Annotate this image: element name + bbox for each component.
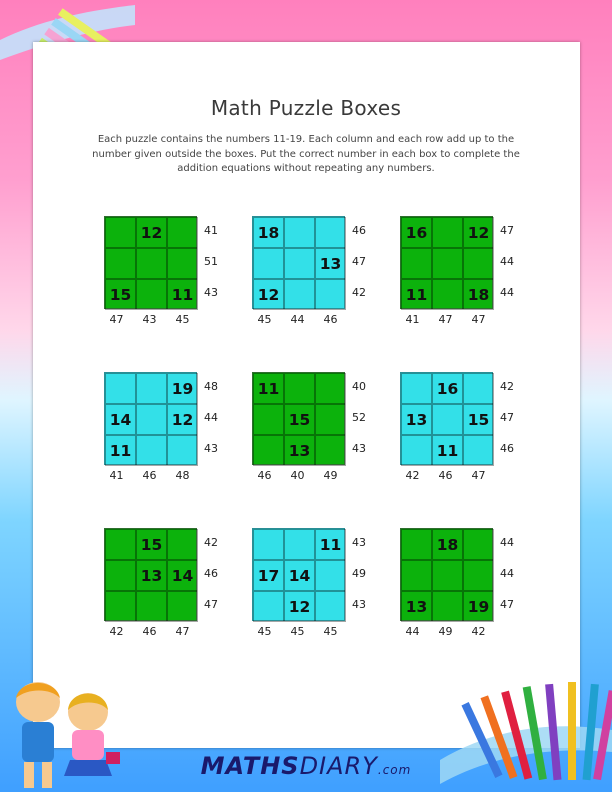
page-title: Math Puzzle Boxes: [210, 96, 402, 120]
column-sums: [100, 313, 208, 326]
column-sums: [396, 469, 504, 482]
puzzle-box: [252, 528, 392, 650]
row-sum: 43: [352, 442, 366, 455]
row-sum: 47: [352, 255, 366, 268]
puzzle-grid: [400, 216, 493, 309]
puzzle-cell[interactable]: 12: [463, 217, 494, 248]
puzzle-cell[interactable]: 18: [253, 217, 284, 248]
puzzle-cell[interactable]: 14: [105, 404, 136, 435]
puzzle-cell[interactable]: [315, 217, 346, 248]
puzzle-cell[interactable]: [167, 529, 198, 560]
row-sum: 48: [204, 380, 218, 393]
puzzle-cell[interactable]: 15: [105, 279, 136, 310]
column-sum: 47: [438, 313, 453, 326]
puzzle-cell[interactable]: [105, 217, 136, 248]
column-sum: 46: [142, 469, 157, 482]
puzzle-cell[interactable]: [253, 591, 284, 622]
row-sum: 51: [204, 255, 218, 268]
puzzle-box: [104, 372, 244, 494]
column-sums: [396, 313, 504, 326]
column-sum: 46: [142, 625, 157, 638]
column-sum: 47: [471, 313, 486, 326]
puzzle-cell[interactable]: [136, 248, 167, 279]
row-sum: 46: [500, 442, 514, 455]
row-sum: 41: [204, 224, 218, 237]
puzzle-cell[interactable]: [284, 279, 315, 310]
puzzle-cell[interactable]: [463, 248, 494, 279]
column-sum: 42: [109, 625, 124, 638]
puzzle-cell[interactable]: [105, 591, 136, 622]
column-sums: [100, 469, 208, 482]
puzzle-cell[interactable]: 15: [284, 404, 315, 435]
puzzle-cell[interactable]: 16: [401, 217, 432, 248]
row-sum: 47: [500, 411, 514, 424]
puzzle-cell[interactable]: [284, 248, 315, 279]
row-sum: 44: [204, 411, 218, 424]
puzzle-cell[interactable]: 15: [136, 529, 167, 560]
puzzle-cell[interactable]: [253, 404, 284, 435]
puzzle-cell[interactable]: [463, 529, 494, 560]
puzzle-cell[interactable]: [401, 529, 432, 560]
puzzle-cell[interactable]: 14: [284, 560, 315, 591]
puzzle-cell[interactable]: 11: [432, 435, 463, 466]
puzzle-box: [400, 216, 540, 338]
row-sum: 42: [204, 536, 218, 549]
puzzle-grid: [252, 216, 345, 309]
row-sum: 44: [500, 255, 514, 268]
row-sum: 52: [352, 411, 366, 424]
puzzle-cell[interactable]: 12: [136, 217, 167, 248]
column-sum: 42: [405, 469, 420, 482]
puzzle-cell[interactable]: [463, 435, 494, 466]
row-sum: 46: [204, 567, 218, 580]
puzzle-cell[interactable]: [315, 279, 346, 310]
puzzle-cell[interactable]: [284, 217, 315, 248]
mathsdiary-logo: [0, 752, 612, 780]
puzzle-cell[interactable]: 11: [401, 279, 432, 310]
puzzle-cell[interactable]: 13: [401, 404, 432, 435]
puzzle-box: [252, 372, 392, 494]
puzzle-cell[interactable]: [432, 560, 463, 591]
puzzle-cell[interactable]: [105, 529, 136, 560]
puzzle-box: [252, 216, 392, 338]
row-sum: 47: [500, 598, 514, 611]
puzzle-cell[interactable]: 12: [284, 591, 315, 622]
puzzle-cell[interactable]: [167, 217, 198, 248]
puzzle-cell[interactable]: 18: [432, 529, 463, 560]
puzzle-cell[interactable]: 13: [136, 560, 167, 591]
puzzle-grid: [104, 216, 197, 309]
column-sum: 46: [257, 469, 272, 482]
puzzle-cell[interactable]: 12: [253, 279, 284, 310]
puzzle-cell[interactable]: [105, 248, 136, 279]
column-sum: 46: [323, 313, 338, 326]
puzzle-cell[interactable]: [463, 373, 494, 404]
column-sums: [248, 313, 356, 326]
column-sum: 41: [405, 313, 420, 326]
column-sum: 45: [175, 313, 190, 326]
puzzle-cell[interactable]: [167, 591, 198, 622]
puzzle-cell[interactable]: 11: [167, 279, 198, 310]
puzzle-cell[interactable]: [432, 279, 463, 310]
puzzle-grid: [252, 372, 345, 465]
puzzle-cell[interactable]: 17: [253, 560, 284, 591]
puzzle-cell[interactable]: [401, 373, 432, 404]
column-sum: 46: [438, 469, 453, 482]
puzzle-cell[interactable]: 18: [463, 279, 494, 310]
column-sum: 45: [323, 625, 338, 638]
column-sum: 44: [405, 625, 420, 638]
column-sums: [396, 625, 504, 638]
column-sum: 44: [290, 313, 305, 326]
puzzle-cell[interactable]: [401, 435, 432, 466]
puzzle-box: [400, 372, 540, 494]
puzzle-cell[interactable]: [136, 435, 167, 466]
puzzle-cell[interactable]: [284, 373, 315, 404]
row-sum: 40: [352, 380, 366, 393]
column-sums: [100, 625, 208, 638]
puzzle-grid: [400, 372, 493, 465]
puzzle-box: [400, 528, 540, 650]
row-sum: 42: [352, 286, 366, 299]
puzzle-cell[interactable]: 15: [463, 404, 494, 435]
column-sum: 40: [290, 469, 305, 482]
puzzle-cell[interactable]: 12: [167, 404, 198, 435]
row-sum: 47: [500, 224, 514, 237]
logo-com: .com: [377, 763, 412, 777]
row-sum: 49: [352, 567, 366, 580]
puzzle-cell[interactable]: [315, 435, 346, 466]
instructions: Each puzzle contains the numbers 11-19. Each column and each row add up to the number given outside the boxes. Put the correct number in each box to complete the addition equations without repeating any numbers.: [92, 134, 520, 174]
column-sums: [248, 625, 356, 638]
column-sum: 41: [109, 469, 124, 482]
puzzle-grid: [104, 528, 197, 621]
logo-diary: DIARY: [299, 752, 378, 780]
row-sum: 44: [500, 286, 514, 299]
column-sum: 42: [471, 625, 486, 638]
puzzle-cell[interactable]: 11: [105, 435, 136, 466]
puzzle-cell[interactable]: [105, 373, 136, 404]
puzzle-cell[interactable]: 13: [315, 248, 346, 279]
puzzle-cell[interactable]: [167, 248, 198, 279]
column-sum: 47: [175, 625, 190, 638]
puzzle-cell[interactable]: 14: [167, 560, 198, 591]
puzzle-cell[interactable]: [167, 435, 198, 466]
column-sums: [248, 469, 356, 482]
column-sum: 45: [257, 313, 272, 326]
puzzle-box: [104, 528, 244, 650]
puzzle-cell[interactable]: [136, 591, 167, 622]
puzzle-cell[interactable]: [401, 560, 432, 591]
puzzle-cell[interactable]: 13: [401, 591, 432, 622]
puzzle-cell[interactable]: [432, 248, 463, 279]
puzzle-cell[interactable]: [432, 404, 463, 435]
row-sum: 43: [352, 536, 366, 549]
puzzle-cell[interactable]: [253, 529, 284, 560]
puzzle-cell[interactable]: 11: [253, 373, 284, 404]
row-sum: 44: [500, 567, 514, 580]
row-sum: 42: [500, 380, 514, 393]
puzzle-cell[interactable]: [105, 560, 136, 591]
puzzle-cell[interactable]: [315, 560, 346, 591]
row-sum: 43: [204, 286, 218, 299]
puzzle-cell[interactable]: [315, 373, 346, 404]
column-sum: 49: [323, 469, 338, 482]
puzzle-cell[interactable]: [136, 373, 167, 404]
puzzle-cell[interactable]: [136, 279, 167, 310]
column-sum: 47: [109, 313, 124, 326]
puzzle-cell[interactable]: 13: [284, 435, 315, 466]
puzzle-box: [104, 216, 244, 338]
logo-maths: MATHS: [200, 752, 300, 780]
puzzle-cell[interactable]: [315, 404, 346, 435]
column-sum: 45: [257, 625, 272, 638]
puzzle-cell[interactable]: 19: [463, 591, 494, 622]
puzzle-cell[interactable]: [463, 560, 494, 591]
column-sum: 49: [438, 625, 453, 638]
puzzle-cell[interactable]: [401, 248, 432, 279]
puzzle-cell[interactable]: [253, 435, 284, 466]
puzzle-cell[interactable]: 16: [432, 373, 463, 404]
puzzle-grid: [252, 528, 345, 621]
row-sum: 43: [204, 442, 218, 455]
row-sum: 43: [352, 598, 366, 611]
column-sum: 43: [142, 313, 157, 326]
row-sum: 44: [500, 536, 514, 549]
column-sum: 47: [471, 469, 486, 482]
puzzle-cell[interactable]: [284, 529, 315, 560]
puzzle-cell[interactable]: [315, 591, 346, 622]
puzzle-cell[interactable]: [432, 217, 463, 248]
puzzle-cell[interactable]: 19: [167, 373, 198, 404]
column-sum: 45: [290, 625, 305, 638]
puzzle-grid: [104, 372, 197, 465]
puzzle-cell[interactable]: [432, 591, 463, 622]
puzzle-cell[interactable]: 11: [315, 529, 346, 560]
puzzle-cell[interactable]: [253, 248, 284, 279]
row-sum: 47: [204, 598, 218, 611]
puzzle-grid: [400, 528, 493, 621]
puzzle-cell[interactable]: [136, 404, 167, 435]
column-sum: 48: [175, 469, 190, 482]
row-sum: 46: [352, 224, 366, 237]
